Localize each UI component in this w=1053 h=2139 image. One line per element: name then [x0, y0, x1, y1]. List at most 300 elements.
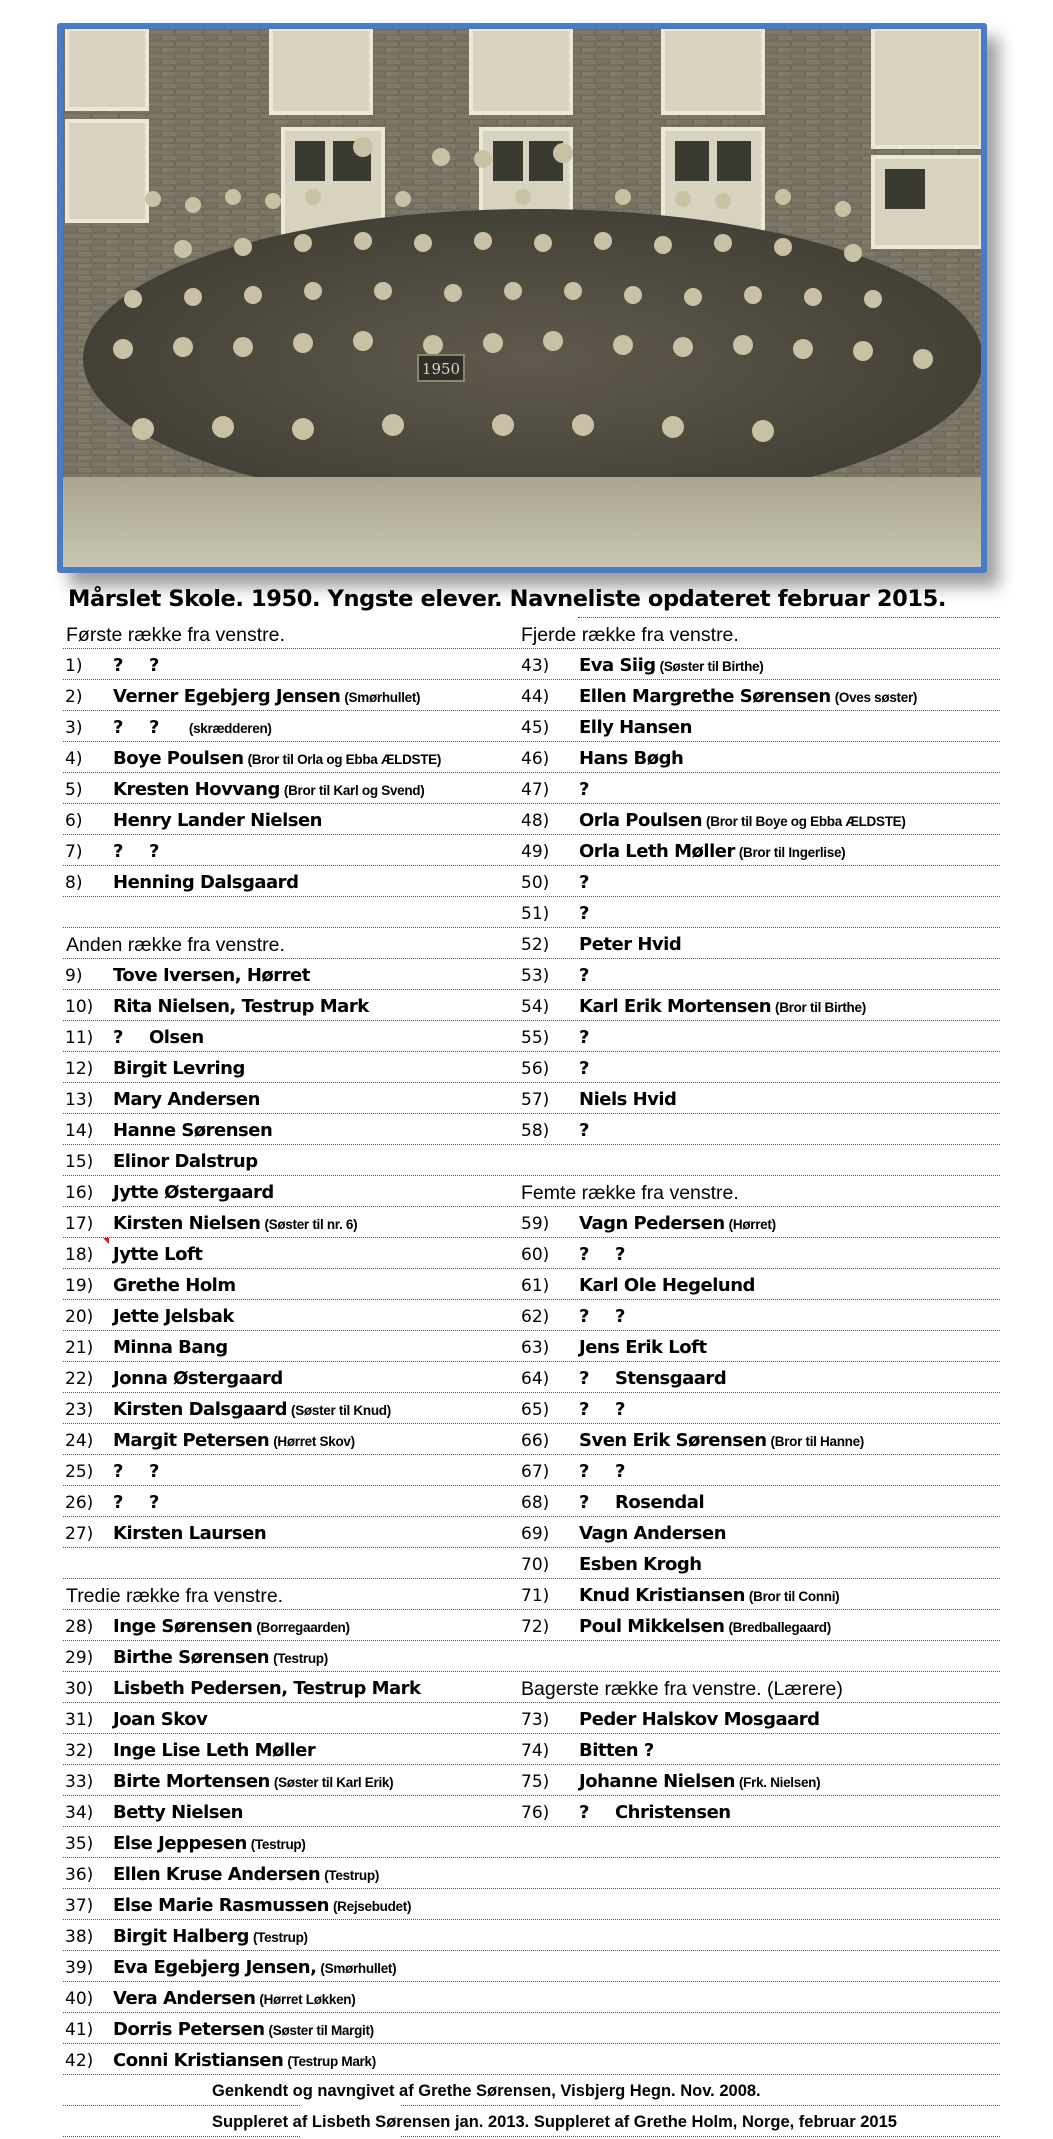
entry-name-cell: [579, 649, 763, 679]
entry-name-cell: [113, 1641, 328, 1671]
entry-name-cell: [113, 1424, 355, 1454]
person-note: (Testrup): [324, 1868, 380, 1883]
entry-number: 57): [521, 1090, 550, 1110]
entry-name-cell: [579, 1083, 676, 1113]
person-name: ?: [579, 1244, 589, 1265]
entry-number: 31): [65, 1710, 94, 1730]
person-name: Inge Lise Leth Møller: [113, 1740, 316, 1761]
person-name: Betty Nielsen: [113, 1802, 243, 1823]
entry-number: 42): [65, 2051, 94, 2071]
table-row: [63, 742, 1000, 773]
entry-number: 14): [65, 1121, 94, 1141]
entry-number: 66): [521, 1431, 550, 1451]
person-name: Knud Kristiansen: [579, 1585, 745, 1606]
person-name: Jonna Østergaard: [113, 1368, 283, 1389]
table-row: [63, 897, 1000, 928]
person-name: Ellen Margrethe Sørensen: [579, 686, 831, 707]
entry-number: 70): [521, 1555, 550, 1575]
person-note: (Bror til Karl og Svend): [283, 783, 425, 798]
entry-number: 7): [65, 842, 83, 862]
entry-name-cell: [579, 1207, 776, 1237]
entry-number: 30): [65, 1679, 94, 1699]
entry-name-cell: [113, 1765, 393, 1795]
person-name: ?: [113, 1027, 123, 1048]
entry-name-cell: [113, 835, 159, 865]
person-note: (Hørret Skov): [273, 1434, 355, 1449]
footer-credit: Suppleret af Lisbeth Sørensen jan. 2013. Suppleret af Grethe Holm, Norge, februar 2015: [212, 2113, 897, 2131]
entry-name-cell: [579, 1393, 625, 1423]
entry-number: 69): [521, 1524, 550, 1544]
entry-name-cell: [113, 1362, 283, 1392]
entry-name-cell: [113, 1796, 243, 1826]
person-name: Mary Andersen: [113, 1089, 260, 1110]
person-name: Rita Nielsen, Testrup Mark: [113, 996, 369, 1017]
person-note: (Bror til Orla og Ebba ÆLDSTE): [247, 752, 442, 767]
table-row: [63, 1145, 1000, 1176]
person-name: Else Jeppesen: [113, 1833, 247, 1854]
entry-number: 49): [521, 842, 550, 862]
chalkboard-text: 1950: [421, 360, 461, 378]
entry-name-cell: [113, 1827, 306, 1857]
entry-number: 15): [65, 1152, 94, 1172]
entry-number: 47): [521, 780, 550, 800]
person-name: Joan Skov: [113, 1709, 208, 1730]
person-name: Vera Andersen: [113, 1988, 256, 2009]
person-name: ?: [113, 1461, 123, 1482]
person-name: Eva Egebjerg Jensen,: [113, 1957, 317, 1978]
person-name: Orla Poulsen: [579, 810, 703, 831]
entry-name-cell: [113, 1455, 159, 1485]
entry-name-cell: [579, 897, 589, 927]
entry-number: 65): [521, 1400, 550, 1420]
entry-name-cell: [579, 1486, 704, 1516]
entry-number: 16): [65, 1183, 94, 1203]
entry-name-cell: [113, 680, 420, 710]
table-row: [63, 680, 1000, 711]
entry-name-cell: [579, 1796, 731, 1826]
entry-number: 27): [65, 1524, 94, 1544]
person-note: (Søster til nr. 6): [264, 1217, 358, 1232]
entry-number: 13): [65, 1090, 94, 1110]
entry-number: 18): [65, 1245, 94, 1265]
person-note: (Frk. Nielsen): [738, 1775, 821, 1790]
page-title: Mårslet Skole. 1950. Yngste elever. Navneliste opdateret februar 2015.: [68, 586, 947, 612]
person-name: Karl Erik Mortensen: [579, 996, 772, 1017]
table-row: [63, 1362, 1000, 1393]
person-note: (Hørret Løkken): [259, 1992, 356, 2007]
entry-number: 34): [65, 1803, 94, 1823]
entry-name-cell: [579, 773, 589, 803]
entry-number: 72): [521, 1617, 550, 1637]
table-row: [63, 711, 1000, 742]
person-note: (Hørret): [728, 1217, 776, 1232]
section-header: Fjerde række fra venstre.: [521, 624, 739, 646]
entry-number: 3): [65, 718, 83, 738]
entry-name-cell: [579, 1517, 726, 1547]
entry-number: 48): [521, 811, 550, 831]
person-name: Boye Poulsen: [113, 748, 244, 769]
entry-name-cell: [113, 1300, 234, 1330]
entry-name-cell: [113, 742, 441, 772]
person-note: (Smørhullet): [344, 690, 421, 705]
person-note: (Borregaarden): [256, 1620, 350, 1635]
person-name: Vagn Andersen: [579, 1523, 727, 1544]
entry-name-cell: [113, 959, 310, 989]
entry-number: 28): [65, 1617, 94, 1637]
entry-number: 25): [65, 1462, 94, 1482]
entry-name-cell: [579, 1455, 625, 1485]
entry-number: 46): [521, 749, 550, 769]
entry-number: 53): [521, 966, 550, 986]
person-name: Hanne Sørensen: [113, 1120, 273, 1141]
person-name: Johanne Nielsen: [579, 1771, 735, 1792]
entry-number: 54): [521, 997, 550, 1017]
section-header: Bagerste række fra venstre. (Lærere): [521, 1678, 843, 1700]
person-name: Esben Krogh: [579, 1554, 702, 1575]
person-name: ?: [579, 1399, 589, 1420]
person-name: Elinor Dalstrup: [113, 1151, 258, 1172]
person-note: (Testrup): [252, 1930, 308, 1945]
person-name: ?: [579, 903, 589, 924]
person-name: Minna Bang: [113, 1337, 228, 1358]
person-name: Poul Mikkelsen: [579, 1616, 725, 1637]
entry-name-cell: [579, 1052, 589, 1082]
entry-name-cell: [113, 1393, 391, 1423]
person-name: Ellen Kruse Andersen: [113, 1864, 321, 1885]
person-name: ?: [113, 655, 123, 676]
entry-number: 9): [65, 966, 83, 986]
footer-credit-row: [63, 2075, 1000, 2106]
name-list: [63, 618, 1000, 2137]
person-name: ?: [579, 1306, 589, 1327]
entry-name-cell: [113, 1176, 274, 1206]
person-note: (Testrup Mark): [287, 2054, 376, 2069]
table-row: [63, 959, 1000, 990]
entry-number: 68): [521, 1493, 550, 1513]
table-row: [63, 1455, 1000, 1486]
person-name: ?: [579, 1120, 589, 1141]
entry-name-cell: [579, 1269, 755, 1299]
entry-name-cell: [113, 1672, 421, 1702]
person-name: Eva Siig: [579, 655, 656, 676]
table-row: [63, 990, 1000, 1021]
person-note: (Bror til Conni): [748, 1589, 840, 1604]
entry-number: 74): [521, 1741, 550, 1761]
entry-number: 51): [521, 904, 550, 924]
person-name: Conni Kristiansen: [113, 2050, 284, 2071]
person-name: Bitten ?: [579, 1740, 654, 1761]
footer-credit-row: [63, 2106, 1000, 2137]
entry-name-cell: [113, 1858, 379, 1888]
entry-name-cell: [579, 1114, 589, 1144]
entry-name-cell: [579, 1610, 831, 1640]
table-row: [63, 1548, 1000, 1579]
person-name: ?: [579, 1368, 589, 1389]
entry-name-cell: [579, 990, 866, 1020]
entry-name-cell: [579, 866, 589, 896]
entry-name-cell: [579, 1703, 820, 1733]
table-row: [63, 1672, 1000, 1703]
person-name: Kirsten Nielsen: [113, 1213, 261, 1234]
entry-name-cell: [113, 1238, 202, 1268]
class-photo: [57, 23, 987, 573]
person-name: Birte Mortensen: [113, 1771, 270, 1792]
entry-name-cell: [113, 1920, 308, 1950]
person-note: (Testrup): [273, 1651, 328, 1666]
table-row: [63, 1269, 1000, 1300]
person-note: (Bror til Birthe): [775, 1000, 866, 1015]
table-row: [63, 2044, 1000, 2075]
person-name: Karl Ole Hegelund: [579, 1275, 755, 1296]
person-name: Henry Lander Nielsen: [113, 810, 322, 831]
section-header: Femte række fra venstre.: [521, 1182, 739, 1204]
table-row: [63, 1641, 1000, 1672]
table-row: [63, 1424, 1000, 1455]
entry-number: 38): [65, 1927, 94, 1947]
footer-credit: Genkendt og navngivet af Grethe Sørensen, Visbjerg Hegn. Nov. 2008.: [212, 2082, 761, 2100]
entry-name-cell: [579, 959, 589, 989]
table-row: [63, 1331, 1000, 1362]
entry-name-cell: [113, 866, 298, 896]
entry-name-cell: [113, 1114, 272, 1144]
person-note: (skrædderen): [188, 721, 272, 736]
entry-number: 36): [65, 1865, 94, 1885]
entry-number: 4): [65, 749, 83, 769]
person-name: Jytte Loft: [113, 1244, 203, 1265]
entry-number: 52): [521, 935, 550, 955]
person-note: (Smørhullet): [320, 1961, 397, 1976]
entry-name-cell: [113, 1083, 260, 1113]
entry-number: 22): [65, 1369, 94, 1389]
person-name-part: ?: [148, 1492, 159, 1513]
table-row: [63, 1610, 1000, 1641]
table-row: [63, 773, 1000, 804]
person-name: Else Marie Rasmussen: [113, 1895, 329, 1916]
entry-number: 17): [65, 1214, 94, 1234]
person-name: Grethe Holm: [113, 1275, 236, 1296]
person-name-part: Christensen: [614, 1802, 731, 1823]
entry-name-cell: [113, 804, 322, 834]
entry-name-cell: [113, 1734, 315, 1764]
person-name: Jytte Østergaard: [113, 1182, 274, 1203]
entry-number: 26): [65, 1493, 94, 1513]
person-name: Peder Halskov Mosgaard: [579, 1709, 820, 1730]
person-name: Jens Erik Loft: [579, 1337, 707, 1358]
entry-name-cell: [579, 835, 845, 865]
table-row: [63, 1052, 1000, 1083]
table-row: [63, 649, 1000, 680]
person-name-part: ?: [614, 1244, 625, 1265]
entry-number: 71): [521, 1586, 550, 1606]
person-name: Lisbeth Pedersen, Testrup Mark: [113, 1678, 421, 1699]
person-name: Hans Bøgh: [579, 748, 684, 769]
person-name: Verner Egebjerg Jensen: [113, 686, 341, 707]
entry-number: 1): [65, 656, 83, 676]
entry-number: 64): [521, 1369, 550, 1389]
entry-name-cell: [113, 1889, 411, 1919]
table-row: [63, 1486, 1000, 1517]
person-name: ?: [579, 1058, 589, 1079]
entry-name-cell: [579, 1362, 726, 1392]
entry-name-cell: [579, 1238, 625, 1268]
entry-name-cell: [113, 2013, 374, 2043]
section-header: Første række fra venstre.: [66, 624, 285, 646]
table-row: [63, 1300, 1000, 1331]
table-row: [63, 1734, 1000, 1765]
entry-name-cell: [579, 742, 683, 772]
person-name: ?: [579, 965, 589, 986]
person-note: (Bror til Hanne): [770, 1434, 864, 1449]
person-name: ?: [579, 1027, 589, 1048]
entry-number: 10): [65, 997, 94, 1017]
entry-name-cell: [113, 1703, 207, 1733]
person-name: Jette Jelsbak: [113, 1306, 234, 1327]
entry-name-cell: [113, 1331, 228, 1361]
entry-name-cell: [579, 804, 906, 834]
entry-number: 37): [65, 1896, 94, 1916]
entry-name-cell: [113, 649, 159, 679]
entry-number: 12): [65, 1059, 94, 1079]
entry-number: 40): [65, 1989, 94, 2009]
entry-number: 23): [65, 1400, 94, 1420]
person-name-part: ?: [614, 1461, 625, 1482]
person-note: (Bror til Ingerlise): [738, 845, 846, 860]
person-name: ?: [113, 841, 123, 862]
entry-name-cell: [579, 1424, 864, 1454]
person-name-part: ?: [148, 841, 159, 862]
entry-number: 76): [521, 1803, 550, 1823]
entry-number: 8): [65, 873, 83, 893]
person-name-part: ?: [614, 1399, 625, 1420]
entry-number: 33): [65, 1772, 94, 1792]
entry-number: 61): [521, 1276, 550, 1296]
table-row: [63, 804, 1000, 835]
table-row: [63, 1207, 1000, 1238]
entry-name-cell: [113, 773, 424, 803]
entry-name-cell: [113, 1269, 236, 1299]
entry-name-cell: [113, 1517, 266, 1547]
person-note: (Søster til Knud): [291, 1403, 391, 1418]
person-name: ?: [113, 717, 123, 738]
entry-name-cell: [579, 1579, 839, 1609]
person-name: Margit Petersen: [113, 1430, 270, 1451]
person-name: ?: [579, 1492, 589, 1513]
person-name: ?: [579, 779, 589, 800]
person-note: (Bror til Boye og Ebba ÆLDSTE): [706, 814, 906, 829]
entry-number: 43): [521, 656, 550, 676]
entry-name-cell: [579, 1331, 707, 1361]
table-row: [63, 618, 1000, 649]
entry-number: 6): [65, 811, 83, 831]
entry-number: 45): [521, 718, 550, 738]
entry-number: 2): [65, 687, 83, 707]
comment-indicator-icon[interactable]: [103, 1238, 109, 1244]
person-name-part: ?: [614, 1306, 625, 1327]
entry-number: 50): [521, 873, 550, 893]
person-name: ?: [113, 1492, 123, 1513]
person-name: Elly Hansen: [579, 717, 692, 738]
entry-number: 35): [65, 1834, 94, 1854]
entry-number: 39): [65, 1958, 94, 1978]
entry-number: 63): [521, 1338, 550, 1358]
person-name: Vagn Pedersen: [579, 1213, 725, 1234]
entry-name-cell: [113, 2044, 376, 2074]
section-header: Anden række fra venstre.: [66, 934, 285, 956]
person-name: Kirsten Dalsgaard: [113, 1399, 288, 1420]
table-row: [63, 1951, 1000, 1982]
person-note: (Bredballegaard): [728, 1620, 831, 1635]
entry-name-cell: [579, 680, 917, 710]
entry-name-cell: [579, 711, 692, 741]
entry-name-cell: [579, 928, 681, 958]
section-header: Tredie række fra venstre.: [66, 1585, 284, 1607]
table-row: [63, 2013, 1000, 2044]
person-name: Birthe Sørensen: [113, 1647, 270, 1668]
entry-name-cell: [113, 1207, 357, 1237]
person-note: (Oves søster): [834, 690, 918, 705]
table-row: [63, 1920, 1000, 1951]
table-row: [63, 928, 1000, 959]
entry-name-cell: [579, 1765, 820, 1795]
person-name-part: ?: [148, 717, 159, 738]
person-name: ?: [579, 872, 589, 893]
entry-number: 41): [65, 2020, 94, 2040]
person-name-part: Olsen: [148, 1027, 204, 1048]
entry-name-cell: [113, 1610, 350, 1640]
entry-name-cell: [113, 990, 369, 1020]
person-note: (Søster til Margit): [268, 2023, 374, 2038]
entry-number: 58): [521, 1121, 550, 1141]
entry-number: 75): [521, 1772, 550, 1792]
entry-number: 24): [65, 1431, 94, 1451]
entry-number: 29): [65, 1648, 94, 1668]
entry-number: 73): [521, 1710, 550, 1730]
entry-number: 59): [521, 1214, 550, 1234]
entry-name-cell: [579, 1734, 654, 1764]
person-name-part: ?: [148, 1461, 159, 1482]
entry-name-cell: [113, 1052, 245, 1082]
table-row: [63, 1858, 1000, 1889]
table-row: [63, 835, 1000, 866]
table-row: [63, 866, 1000, 897]
entry-number: 60): [521, 1245, 550, 1265]
person-name: Henning Dalsgaard: [113, 872, 299, 893]
table-row: [63, 1703, 1000, 1734]
entry-number: 44): [521, 687, 550, 707]
person-name: ?: [579, 1802, 589, 1823]
person-note: (Testrup): [250, 1837, 306, 1852]
person-name-part: ?: [148, 655, 159, 676]
table-row: [63, 1889, 1000, 1920]
entry-number: 20): [65, 1307, 94, 1327]
table-row: [63, 1393, 1000, 1424]
entry-number: 19): [65, 1276, 94, 1296]
entry-name-cell: [113, 1021, 204, 1051]
entry-name-cell: [579, 1548, 702, 1578]
person-name-part: Stensgaard: [614, 1368, 727, 1389]
table-row: [63, 1238, 1000, 1269]
person-name: Kirsten Laursen: [113, 1523, 267, 1544]
entry-name-cell: [579, 1021, 589, 1051]
entry-name-cell: [113, 1951, 396, 1981]
table-row: [63, 1827, 1000, 1858]
entry-name-cell: [113, 1145, 258, 1175]
person-name: Orla Leth Møller: [579, 841, 735, 862]
person-name: Peter Hvid: [579, 934, 682, 955]
entry-number: 11): [65, 1028, 94, 1048]
person-name-part: Rosendal: [614, 1492, 705, 1513]
person-note: (Søster til Karl Erik): [273, 1775, 394, 1790]
